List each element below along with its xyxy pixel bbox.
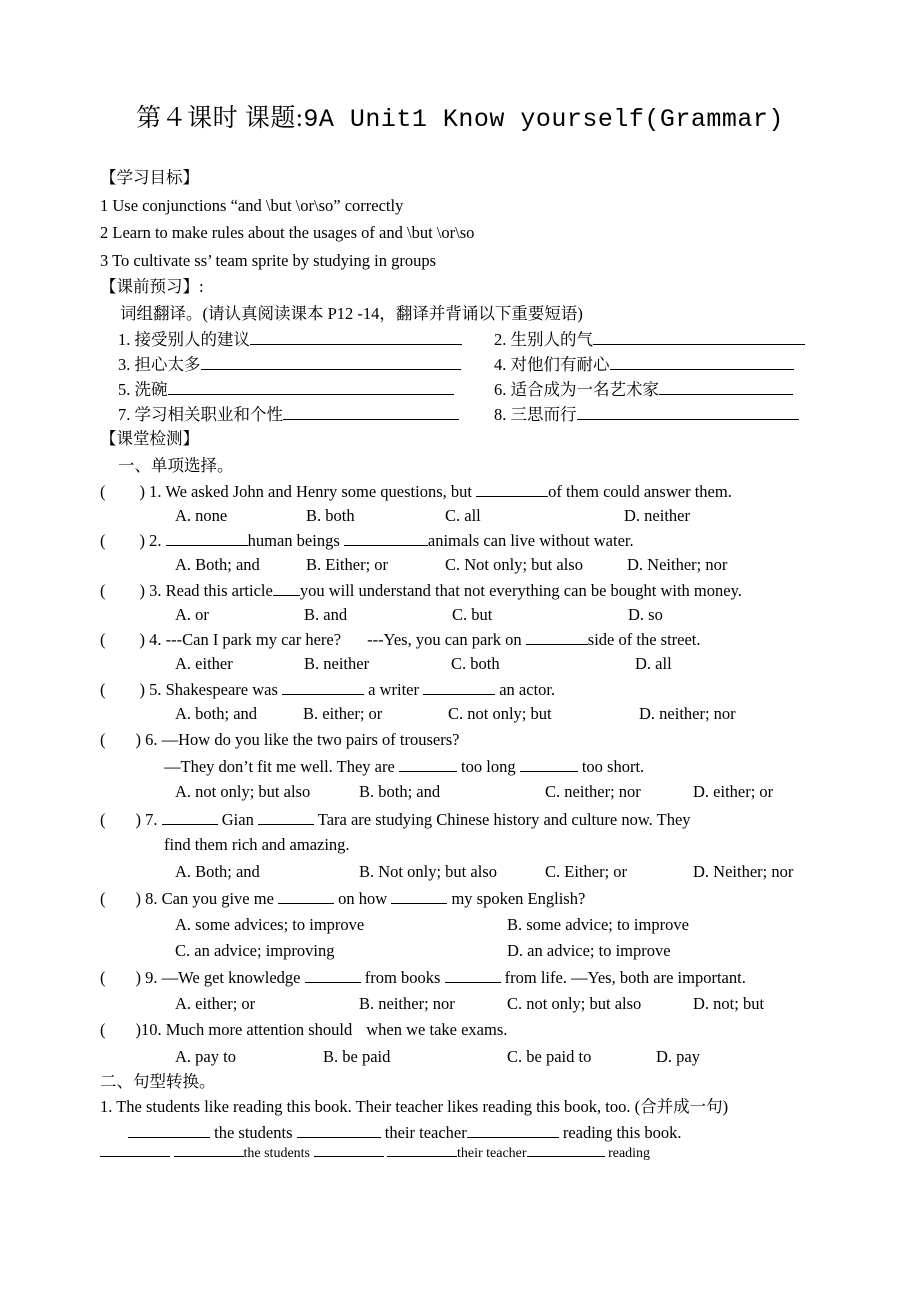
option: A. none — [175, 506, 228, 525]
option: A. some advices; to improve — [175, 915, 365, 934]
phrase-1: 1. 接受别人的建议 — [118, 329, 462, 350]
question-3: ( ) 3. Read this article you will understand that not everything can be bought with money. — [100, 581, 742, 600]
question-7: ( ) 7. Gian Tara are studying Chinese history and culture now. They — [100, 810, 691, 829]
goal-1: 1 Use conjunctions “and \but \or\so” correctly — [100, 196, 404, 215]
answer-blank[interactable] — [166, 530, 248, 546]
option: C. be paid to — [507, 1047, 592, 1066]
option: D. so — [628, 605, 663, 624]
option: B. some advice; to improve — [507, 915, 689, 934]
section-goals-heading: 【学习目标】 — [100, 168, 199, 187]
answer-blank[interactable] — [476, 481, 548, 497]
answer-blank[interactable] — [314, 1144, 384, 1157]
option: A. either — [175, 654, 233, 673]
option: D. pay — [656, 1047, 700, 1066]
answer-blank[interactable] — [258, 809, 314, 825]
answer-blank[interactable] — [399, 756, 457, 772]
phrase-3: 3. 担心太多 — [118, 354, 461, 375]
option: D. Neither; nor — [627, 555, 728, 574]
answer-blank[interactable] — [387, 1144, 457, 1157]
answer-blank[interactable] — [297, 1122, 381, 1138]
answer-blank[interactable] — [577, 404, 799, 420]
option: D. not; but — [693, 994, 765, 1013]
transform-question-1: 1. The students like reading this book. Their teacher likes reading this book, too. (合并成一句) — [100, 1097, 729, 1116]
option: C. neither; nor — [545, 782, 641, 801]
answer-blank[interactable] — [278, 888, 334, 904]
option: B. both; and — [359, 782, 441, 801]
transform-answer-line: the students their teacher reading this book. — [128, 1122, 682, 1143]
question-7-line-2: find them rich and amazing. — [164, 835, 350, 854]
question-2: ( ) 2. human beings animals can live without water. — [100, 531, 634, 550]
answer-blank[interactable] — [520, 756, 578, 772]
section-check-heading: 【课堂检测】 — [100, 429, 199, 448]
option: B. neither; nor — [359, 994, 455, 1013]
option: B. Either; or — [306, 555, 389, 574]
question-5: ( ) 5. Shakespeare was a writer an actor. — [100, 680, 556, 699]
answer-blank[interactable] — [201, 354, 461, 370]
question-1: ( ) 1. We asked John and Henry some questions, but of them could answer them. — [100, 482, 732, 501]
part2-heading: 二、句型转换。 — [100, 1072, 216, 1091]
answer-blank[interactable] — [273, 580, 300, 596]
answer-blank[interactable] — [445, 967, 501, 983]
answer-blank[interactable] — [128, 1122, 210, 1138]
answer-blank[interactable] — [659, 379, 793, 395]
answer-blank[interactable] — [282, 679, 364, 695]
question-8: ( ) 8. Can you give me on how my spoken English? — [100, 889, 586, 908]
option: A. either; or — [175, 994, 256, 1013]
option: A. or — [175, 605, 209, 624]
option: C. all — [445, 506, 481, 525]
option: C. Not only; but also — [445, 555, 583, 574]
option: A. Both; and — [175, 862, 260, 881]
option: D. all — [635, 654, 672, 673]
option: B. either; or — [303, 704, 383, 723]
option: D. neither — [624, 506, 690, 525]
option: B. Not only; but also — [359, 862, 497, 881]
phrase-4: 4. 对他们有耐心 — [494, 354, 794, 375]
answer-blank[interactable] — [250, 329, 462, 345]
answer-blank[interactable] — [423, 679, 495, 695]
option: C. Either; or — [545, 862, 628, 881]
option: C. not only; but — [448, 704, 552, 723]
answer-blank[interactable] — [593, 329, 805, 345]
option: D. either; or — [693, 782, 774, 801]
question-6: ( ) 6. —How do you like the two pairs of trousers? — [100, 730, 460, 749]
answer-blank[interactable] — [527, 1144, 605, 1157]
answer-blank[interactable] — [305, 967, 361, 983]
option: C. an advice; improving — [175, 941, 335, 960]
phrase-6: 6. 适合成为一名艺术家 — [494, 379, 793, 400]
option: B. and — [304, 605, 348, 624]
goal-3: 3 To cultivate ss’ team sprite by studying in groups — [100, 251, 436, 270]
option: A. both; and — [175, 704, 258, 723]
answer-blank[interactable] — [526, 629, 588, 645]
question-6-line-2: —They don’t fit me well. They are too long too short. — [164, 757, 645, 776]
option: D. an advice; to improve — [507, 941, 671, 960]
transform-answer-line-small: the students their teacher reading — [100, 1144, 650, 1164]
answer-blank[interactable] — [391, 888, 447, 904]
phrase-8: 8. 三思而行 — [494, 404, 799, 425]
answer-blank[interactable] — [344, 530, 428, 546]
preview-instructions: 词组翻译。(请认真阅读课本 P12 -14，翻译并背诵以下重要短语) — [120, 304, 583, 323]
section-preview-heading: 【课前预习】: — [100, 277, 204, 296]
goal-2: 2 Learn to make rules about the usages of and \but \or\so — [100, 223, 475, 242]
answer-blank[interactable] — [467, 1122, 559, 1138]
phrase-2: 2. 生别人的气 — [494, 329, 805, 350]
question-9: ( ) 9. —We get knowledge from books from life. —Yes, both are important. — [100, 968, 746, 987]
phrase-7: 7. 学习相关职业和个性 — [118, 404, 459, 425]
answer-blank[interactable] — [168, 379, 454, 395]
option: B. be paid — [323, 1047, 391, 1066]
part1-heading: 一、单项选择。 — [118, 456, 234, 475]
option: C. but — [452, 605, 493, 624]
option: D. Neither; nor — [693, 862, 794, 881]
option: C. not only; but also — [507, 994, 642, 1013]
question-4: ( ) 4. ---Can I park my car here? ---Yes, you can park on side of the street. — [100, 630, 701, 649]
answer-blank[interactable] — [174, 1144, 244, 1157]
answer-blank[interactable] — [283, 404, 459, 420]
option: A. not only; but also — [175, 782, 311, 801]
option: B. neither — [304, 654, 370, 673]
option: C. both — [451, 654, 500, 673]
page-title: 第４课时 课题:9A Unit1 Know yourself(Grammar) — [136, 105, 784, 134]
phrase-5: 5. 洗碗 — [118, 379, 454, 400]
answer-blank[interactable] — [100, 1144, 170, 1157]
option: A. pay to — [175, 1047, 236, 1066]
option: B. both — [306, 506, 355, 525]
option: D. neither; nor — [639, 704, 736, 723]
answer-blank[interactable] — [610, 354, 794, 370]
option: A. Both; and — [175, 555, 260, 574]
question-10: ( )10. Much more attention should when we take exams. — [100, 1020, 508, 1039]
answer-blank[interactable] — [162, 809, 218, 825]
